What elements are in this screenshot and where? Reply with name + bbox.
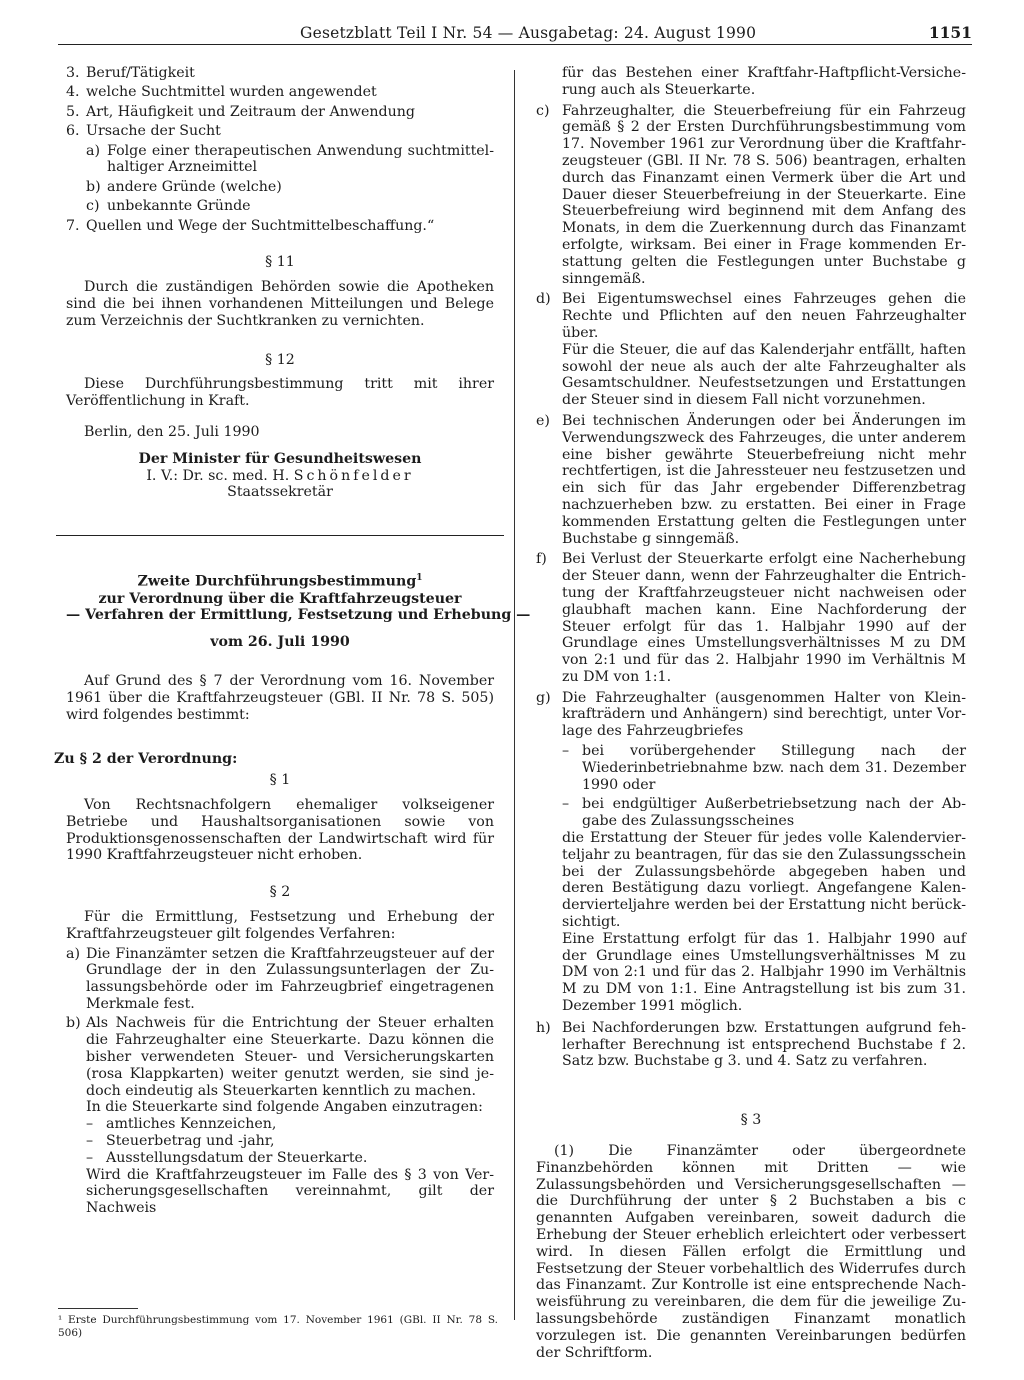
section-2-item-g [536,690,966,740]
item-text: Bei Verlust der Steuerkarte erfolgt eine Nacherhebung der Steuer dann, wenn der Fahrzeughalter die Entrichtung der Kraftfahrzeugsteuer nicht nachweisen oder glaubhaft machen kann. Eine Nachforderung der Steuer erfolgt für das 1. Halbjahr 1990 auf der Grundlage eines Umstellungsverhältnisses M zu DM von 2:1 und für das 2. Halbjahr 1990 im Verhältnis M zu DM von 1:1. [562,551,966,685]
item-text: Als Nachweis für die Entrichtung der Steuer erhalten die Fahrzeughalter eine Steuerkarte. Dazu können die bisher verwendeten Steuer- und Versicherungskarten (rosa Klappkarten) weiter genutzt werden, sie sind jedoch eindeutig als Steuerkarten kenntlich zu machen. [86,1015,494,1099]
section-2-item-b-continuation: In die Steuerkarte sind folgende Angaben einzutragen: [86,1099,483,1116]
section-12-heading: § 12 [265,351,295,368]
section-12-text: Diese Durchführungsbestimmung tritt mit ihrer Veröffentlichung in Kraft. [66,376,494,410]
dash-item [66,1116,494,1133]
item-text: Bei Eigentumswechsel eines Fahrzeuges gehen die Rechte und Pflichten auf den neuen Fahrzeughalter über. [562,291,966,341]
section-2-item-c [536,103,966,288]
list-item-number: 4. [66,84,80,101]
dash-item-text: Ausstellungsdatum der Steuerkarte. [106,1149,368,1166]
signer-title: Staatssekretär [227,484,333,501]
section-1-text: Von Rechtsnachfolgern ehemaliger volkseigener Betriebe und Haushaltsorganisationen sowie von Produktionsgenossenschaften der Landwirtschaft wird für 1990 Kraftfahrzeugsteuer nicht erhoben. [66,797,494,864]
list-item [66,218,494,235]
section-1-heading: § 1 [269,772,291,789]
ordinance-title-text: Zweite Durchführungsbestimmung [137,573,417,590]
signature-prefix: I. V.: Dr. sc. med. H. [146,467,290,484]
sub-item-letter: a) [86,142,100,159]
footnote: ¹ Erste Durchführungsbestimmung vom 17. November 1961 (GBl. II Nr. 78 S. 506) [58,1314,498,1339]
signer-name: Schönfelder [293,467,414,484]
dash-item-text: bei endgültiger Außerbetriebsetzung nach der Abgabe des Zulassungsscheines [582,796,966,830]
section-11-heading: § 11 [265,254,295,271]
page-number: 1151 [928,23,972,42]
sub-list-item [66,143,494,177]
list-item-text: Quellen und Wege der Suchtmittelbeschaffung.“ [86,217,435,234]
list-item-text: Beruf/Tätigkeit [86,65,195,81]
list-item [66,84,494,101]
column-divider [514,70,515,1320]
preamble: Auf Grund des § 7 der Verordnung vom 16. November 1961 über die Kraftfahrzeugsteuer (GBl. II Nr. 78 S. 505) wird folgendes bestimmt: [66,673,494,723]
dash-item-text: amtliches Kennzeichen, [106,1116,277,1133]
dash-item [66,1133,494,1150]
list-item-number: 7. [66,217,80,234]
page-header [58,18,972,45]
item-text: Die Finanzämter setzen die Kraftfahrzeugsteuer auf der Grundlage der in den Zulassungsunterlagen der Zulassungsbehörde oder im Fahrzeugbrief eingetragenen Merkmale fest. [86,945,494,1012]
left-column [54,65,531,1217]
footnote-rule [58,1308,138,1309]
item-text: Fahrzeughalter, die Steuerbefreiung für ein Fahrzeug gemäß § 2 der Ersten Durchführungsbestimmung vom 17. November 1961 zur Verordnung über die Kraftfahrzeugsteuer (GBl. II Nr. 78 S. 506) beantragen, erhalten durch das Finanzamt einen Vermerk über die Art und Dauer dieser Steuerbefreiung in der Steuerkarte. Eine Steuerbefreiung wird beginnend mit dem Anfang des Monats, in dem die Zuerkennung durch das Finanzamt erfolgte, wirksam. Bei einer in Frage kommenden Erstattung gelten die Festlegungen unter Buchstabe g sinngemäß. [562,102,966,287]
item-letter: c) [536,102,550,119]
dash-mark: – [562,743,570,760]
list-item [66,65,494,82]
item-text: Die Fahrzeughalter (ausgenommen Halter von Kleinkrafträdern und Anhängern) sind berechtigt, unter Vorlage des Fahrzeugbriefes [562,689,966,740]
dash-item-text: Steuerbetrag und -jahr, [106,1132,275,1149]
sub-item-text: unbekannte Gründe [107,198,251,215]
item-g-continuation-1: die Erstattung der Steuer für jedes volle Kalendervierteljahr zu beantragen, für das sie den Zulassungsschein bei der Zulassungsbehörde abgegeben haben und deren Bestätigung dazu vorliegt. Angefangene Kalendervierteljahre werden bei der Erstattung nicht berücksichtigt. [562,830,966,931]
section-11-text: Durch die zuständigen Behörden sowie die Apotheken sind die bei ihnen vorhandenen Mitteilungen und Belege zum Verzeichnis der Suchtkranken zu vernichten. [66,279,494,329]
item-letter: a) [66,945,80,962]
dash-mark: – [562,796,570,813]
dash-item [66,1150,494,1167]
list-item [66,104,494,121]
list-item-number: 6. [66,123,80,140]
section-3-heading: § 3 [740,1112,762,1129]
item-text: Bei Nachforderungen bzw. Erstattungen aufgrund fehlerhafter Berechnung ist entsprechend Buchstabe f 2. Satz bzw. Buchstabe g 3. und 4. Satz zu verfahren. [562,1019,966,1070]
section-2-intro: Für die Ermittlung, Festsetzung und Erhebung der Kraftfahrzeugsteuer gilt folgendes Verfahren: [66,908,494,942]
section-divider [56,535,504,536]
section-2-item-f [536,551,966,685]
list-item [66,123,494,140]
ordinance-title-line-2: zur Verordnung über die Kraftfahrzeugsteuer [98,590,462,607]
item-letter: d) [536,291,551,308]
item-d-continuation: Für die Steuer, die auf das Kalenderjahr entfällt, haften sowohl der neue als auch der alte Fahrzeughalter als Gesamtschuldner. Neufestsetzungen und Erstattungen der Steuer sind in diesem Fall nicht vorzunehmen. [562,341,966,409]
ordinance-date: vom 26. Juli 1990 [210,634,350,651]
sub-item-letter: b) [86,178,101,195]
dash-item [536,743,966,793]
regulation-heading: Zu § 2 der Verordnung: [54,751,238,768]
section-2-item-b-tail: Wird die Kraftfahrzeugsteuer im Falle des § 3 von Versicherungsgesellschaften vereinnahmt, gilt der Nachweis [86,1166,494,1217]
header-title: Gesetzblatt Teil I Nr. 54 — Ausgabetag: 24. August 1990 [300,24,757,42]
sub-item-text: Folge einer therapeutischen Anwendung suchtmittelhaltiger Arzneimittel [107,142,494,176]
item-text: Bei technischen Änderungen oder bei Änderungen im Verwendungszweck des Fahrzeuges, die unter anderem eine bisher gewährte Steuerbefreiung nicht mehr rechtfertigen, ist die Jahressteuer neu festzusetzen und ein sich für das Jahr ergebender Differenzbetrag nachzuerheben bzw. zu erstatten. Bei einer in Frage kommenden Erstattung gelten die Festlegungen unter Buchstabe g sinngemäß. [562,412,966,547]
sub-item-text: andere Gründe (welche) [107,178,282,195]
list-item-text: welche Suchtmittel wurden angewendet [86,84,377,101]
dash-item-text: bei vorübergehender Stillegung nach der Wiederinbetriebnahme bzw. nach dem 31. Dezember 1990 oder [582,743,966,793]
footnote-marker: 1 [416,573,423,584]
item-letter: e) [536,412,550,429]
item-letter: h) [536,1019,551,1036]
dash-mark: – [86,1132,94,1149]
ordinance-title-line-3: — Verfahren der Ermittlung, Festsetzung und Erhebung — [66,607,531,624]
item-letter: g) [536,689,551,706]
section-2-item-e [536,413,966,547]
section-3-text: (1) Die Finanzämter oder übergeordnete Finanzbehörden können mit Dritten — wie Zulassungsbehörden und Versicherungsgesellschaften — die Durchführung der unter § 2 Buchstaben a bis c genannten Aufgaben vereinbaren, soweit dadurch die Erhebung der Steuer erheblich erleichtert oder verbessert wird. In diesen Fällen erfolgt die Ermittlung und Festsetzung der Steuer vorbehaltlich des Widerrufes durch das Finanzamt. Zur Kontrolle ist eine entsprechende Nachweisführung zu vereinbaren, die dem für die jeweilige Zulassungsbehörde zuständigen Finanzamt monatlich vorzulegen ist. Die genannten Vereinbarungen bedürfen der Schriftform. [536,1143,966,1361]
section-2-item-a [66,946,494,1013]
item-b-continuation: für das Bestehen einer Kraftfahr-Haftpflicht-Versicherung auch als Steuerkarte. [562,65,966,98]
signature-line [66,468,494,485]
list-item-number: 3. [66,65,80,81]
dash-item [536,796,966,830]
dash-mark: – [86,1116,94,1133]
list-item-number: 5. [66,103,80,120]
sub-list-item [66,198,494,215]
item-letter: b) [66,1015,81,1032]
section-2-item-b [66,1015,494,1099]
item-letter: f) [536,551,547,568]
list-item-text: Art, Häufigkeit und Zeitraum der Anwendung [86,103,415,120]
right-column [536,65,966,1361]
minister-title: Der Minister für Gesundheitswesen [138,450,422,467]
list-item-text: Ursache der Sucht [86,123,221,140]
dash-mark: – [86,1149,94,1166]
sub-item-letter: c) [86,198,100,215]
section-2-heading: § 2 [269,884,291,901]
item-g-continuation-2: Eine Erstattung erfolgt für das 1. Halbjahr 1990 auf der Grundlage eines Umstellungsverhältnisses M zu DM von 2:1 und für das 2. Halbjahr 1990 im Verhältnis M zu DM von 1:1. Eine Antragstellung ist bis zum 31. Dezember 1991 möglich. [562,930,966,1015]
ordinance-title-line-1 [66,570,494,591]
section-2-item-d [536,291,966,341]
place-date: Berlin, den 25. Juli 1990 [84,423,260,440]
section-2-item-h [536,1020,966,1070]
sub-list-item [66,179,494,196]
